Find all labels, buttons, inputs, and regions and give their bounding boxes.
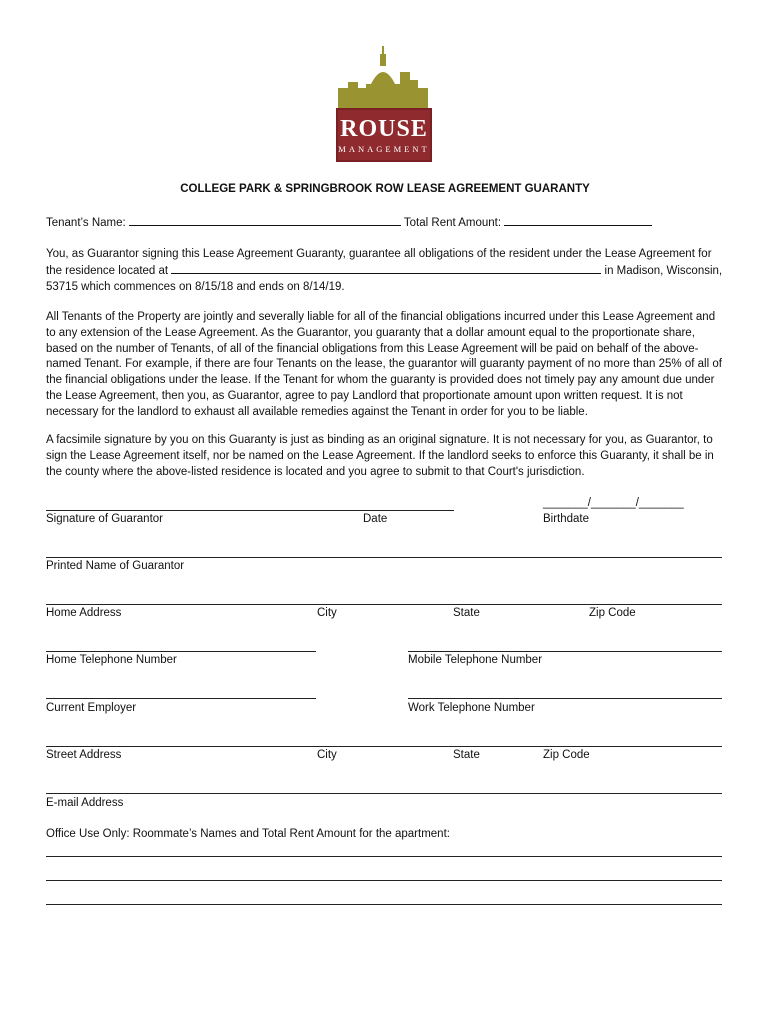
home-phone-label: Home Telephone Number [46, 654, 177, 666]
tenant-line [46, 215, 652, 229]
residence-address-field[interactable] [171, 263, 601, 274]
street-city-label: City [317, 749, 337, 761]
work-phone-label: Work Telephone Number [408, 702, 535, 714]
tenant-name-label: Tenant’s Name: [46, 217, 126, 229]
signature-rule[interactable] [46, 510, 454, 511]
office-use-rule-3[interactable] [46, 904, 722, 905]
employer-label: Current Employer [46, 702, 137, 714]
document-title: COLLEGE PARK & SPRINGBROOK ROW LEASE AGREEMENT GUARANTY [180, 183, 590, 195]
date-label: Date [363, 513, 388, 525]
home-phone-rule[interactable] [46, 651, 316, 652]
home-address-label: Home Address [46, 607, 122, 619]
office-use-rule-2[interactable] [46, 880, 722, 881]
tenant-name-field[interactable] [129, 215, 401, 226]
home-state-label: State [453, 607, 480, 619]
office-use-rule-1[interactable] [46, 856, 722, 857]
email-label: E-mail Address [46, 797, 124, 809]
email-rule[interactable] [46, 793, 722, 794]
birthdate-label: Birthdate [543, 513, 590, 525]
street-address-label: Street Address [46, 749, 122, 761]
birthdate-blank[interactable]: _______/_______/_______ [543, 497, 684, 509]
employer-rule[interactable] [46, 698, 316, 699]
home-zip-label: Zip Code [589, 607, 636, 619]
street-state-label: State [453, 749, 480, 761]
logo-subword: MANAGEMENT [338, 144, 430, 154]
logo-badge [336, 108, 432, 162]
guarantee-text-part2: in Madison, Wisconsin, 53715 which commences on 8/15/18 and ends on 8/14/19. [46, 264, 723, 293]
printed-name-rule[interactable] [46, 557, 722, 558]
mobile-phone-label: Mobile Telephone Number [408, 654, 543, 666]
capitol-skyline-icon [332, 44, 436, 112]
total-rent-label: Total Rent Amount: [403, 217, 502, 229]
facsimile-paragraph: A facsimile signature by you on this Guaranty is just as binding as an original signature. It is not necessary for you, as Guarantor, to sign the Lease Agreement itself, nor be named on the Lease Agreement. If the landlord seeks to enforce this Guaranty, it shall be in the county where the above-listed residence is located and you agree to submit to that Court's jurisdiction. [46, 434, 714, 478]
office-use-label: Office Use Only: Roommate’s Names and Total Rent Amount for the apartment: [46, 828, 450, 840]
street-zip-label: Zip Code [543, 749, 590, 761]
logo-word: ROUSE [340, 116, 428, 142]
home-city-label: City [317, 607, 337, 619]
printed-name-label: Printed Name of Guarantor [46, 560, 185, 572]
mobile-phone-rule[interactable] [408, 651, 722, 652]
work-phone-rule[interactable] [408, 698, 722, 699]
home-address-rule[interactable] [46, 604, 722, 605]
guarantee-text-part1: You, as Guarantor signing this Lease Agreement Guaranty, guarantee all obligations of the resident under the Lease Agreement for the residence located at [46, 248, 712, 277]
signature-label: Signature of Guarantor [46, 513, 163, 525]
street-address-rule[interactable] [46, 746, 722, 747]
total-rent-field[interactable] [504, 215, 652, 226]
guarantee-paragraph [46, 247, 726, 295]
rouse-management-logo [332, 44, 436, 166]
liability-paragraph: All Tenants of the Property are jointly and severally liable for all of the financial obligations incurred under this Lease Agreement and to any extension of the Lease Agreement. As the Guarantor, you guaranty that a dollar amount equal to the proportionate share, based on the number of Tenants, of all of the financial obligations from this Lease Agreement will be paid on behalf of the above-named Tenant. For example, if there are four Tenants on the lease, the guarantor will guaranty payment of no more than 25% of all of the financial obligations under the lease. If the Tenant for whom the guaranty is provided does not timely pay any amount due under the Lease Agreement, then you, as Guarantor, agree to pay Landlord that proportionate amount upon written request. It is not necessary for the landlord to exhaust all available remedies against the Tenant in order for you to be liable. [46, 311, 722, 418]
